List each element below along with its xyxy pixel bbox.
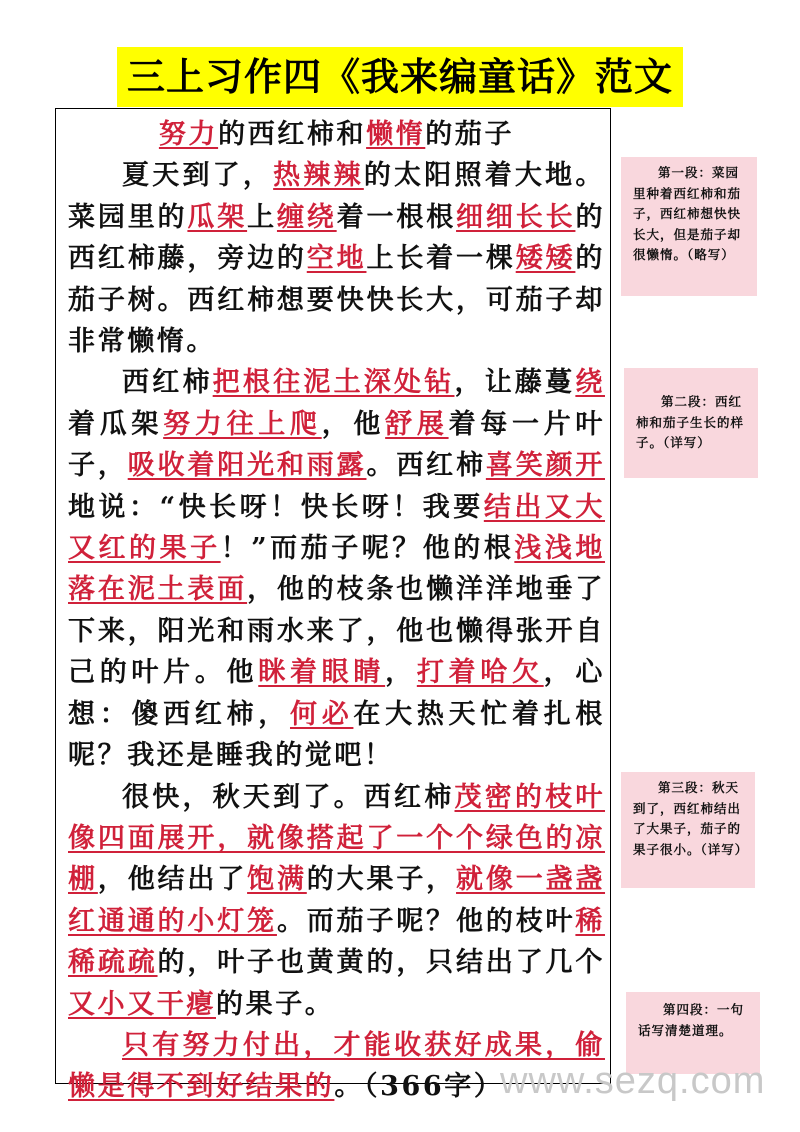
highlighted-phrase: 茂密的枝叶像四面展开，就像搭起了一个个绿色的凉棚	[68, 781, 606, 896]
highlighted-phrase: 把根往泥土深处钻	[212, 367, 455, 399]
paragraph-2	[68, 362, 605, 776]
text-segment: ，心想：傻西红柿，	[68, 657, 605, 730]
text-segment: ！”而茄子呢？他的根	[220, 533, 515, 565]
text-segment: ，他结出了	[97, 864, 248, 896]
text-segment: ，他的枝条也懒洋洋地垂了下来，阳光和雨水来了，他也懒得张开自己的叶片。他	[68, 574, 605, 689]
text-segment: ，让藤蔓	[454, 367, 576, 399]
text-segment: 着每一片叶子，	[68, 408, 606, 482]
text-segment: 上长着一棵	[366, 243, 516, 275]
highlighted-phrase: 结出又大又红的果子	[68, 491, 605, 565]
highlighted-phrase: 吸收着阳光和雨露	[127, 450, 367, 482]
highlighted-phrase: 只有努力付出，才能收获好成果，偷懒是得不到好结果的	[68, 1029, 605, 1103]
highlighted-phrase: 喜笑颜开	[485, 450, 605, 482]
highlighted-phrase: 绕	[575, 367, 605, 399]
text-segment: 的西红柿和	[218, 119, 367, 150]
text-segment: 着瓜架	[68, 408, 164, 440]
text-segment: 的，叶子也黄黄的，只结出了几个	[157, 947, 605, 979]
essay-heading	[68, 114, 605, 155]
paragraph-3	[68, 777, 605, 1025]
text-segment: 。而茄子呢？他的枝叶	[276, 905, 576, 937]
text-segment: 的茄子	[425, 119, 515, 150]
highlighted-phrase: 空地	[306, 243, 367, 275]
highlighted-phrase: 瓜架	[187, 201, 248, 233]
text-segment: 。西红柿	[366, 450, 486, 482]
highlighted-phrase: 就像一盏盏红通通的小灯笼	[68, 864, 606, 937]
highlighted-phrase: 浅浅地落在泥土表面	[68, 533, 606, 606]
highlighted-phrase: 热辣辣	[273, 160, 364, 192]
highlighted-phrase: 缠绕	[276, 201, 337, 233]
highlighted-phrase: 努力	[158, 119, 219, 150]
highlighted-phrase: 舒展	[385, 408, 449, 440]
highlighted-phrase: 懒惰	[366, 119, 426, 150]
text-segment: 着一根根	[336, 201, 457, 233]
text-segment: 上	[247, 201, 277, 233]
text-segment: 西红柿	[122, 367, 213, 399]
text-segment: 的果子。	[216, 988, 335, 1020]
essay-body	[68, 114, 605, 1108]
text-segment: 的西红柿藤，旁边的	[68, 201, 606, 275]
highlighted-phrase: 饱满	[247, 864, 307, 896]
highlighted-phrase: 稀稀疏疏	[68, 905, 606, 979]
text-segment: ，他	[321, 408, 386, 440]
text-segment: 。（366字）	[334, 1071, 504, 1103]
highlighted-phrase: 何必	[289, 698, 354, 730]
highlighted-phrase: 矮矮	[515, 243, 576, 275]
text-segment: 夏天到了，	[122, 160, 274, 192]
highlighted-phrase: 细细长长	[456, 201, 576, 233]
text-segment: 在大热天忙着扎根呢？我还是睡我的觉吧！	[68, 698, 606, 772]
highlighted-phrase: 打着哈欠	[416, 657, 544, 689]
side-note-3: 第三段：秋天到了，西红柿结出了大果子，茄子的果子很小。（详写）	[621, 772, 755, 888]
side-note-2: 第二段：西红柿和茄子生长的样子。（详写）	[624, 368, 758, 478]
page-title: 三上习作四《我来编童话》范文	[117, 47, 683, 107]
watermark: www.sezq.com	[500, 1060, 766, 1102]
text-segment: ，	[385, 657, 417, 689]
text-segment: 的大果子，	[306, 864, 457, 896]
highlighted-phrase: 努力往上爬	[163, 408, 322, 440]
text-segment: 很快，秋天到了。西红柿	[122, 781, 455, 813]
text-segment: 的茄子树。西红柿想要快快长大，可茄子却非常懒惰。	[68, 243, 606, 358]
paragraph-1	[68, 155, 605, 362]
side-note-4: 第四段：一句话写清楚道理。	[626, 992, 760, 1074]
highlighted-phrase: 又小又干瘪	[68, 988, 216, 1020]
text-segment: 的太阳照着大地。菜园里的	[68, 160, 605, 233]
highlighted-phrase: 眯着眼睛	[258, 657, 386, 689]
text-segment: 地说：“快长呀！快长呀！我要	[68, 491, 484, 523]
side-note-1: 第一段：菜园里种着西红柿和茄子，西红柿想快快长大，但是茄子却很懒惰。（略写）	[621, 157, 757, 296]
